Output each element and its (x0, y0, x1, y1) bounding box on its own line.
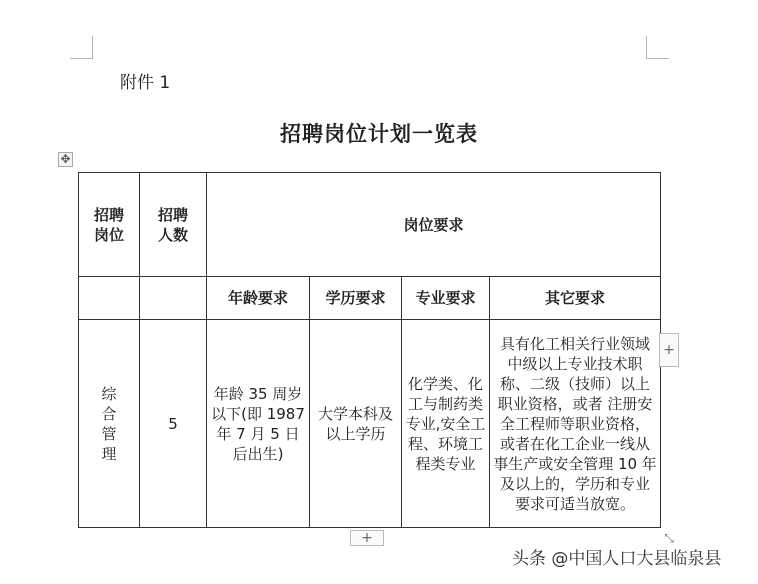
recruitment-table (78, 172, 661, 528)
watermark: 头条 @中国人口大县临泉县 (512, 549, 722, 569)
header-count-line: 人数 (157, 225, 188, 244)
subheader-other: 其它要求 (490, 277, 661, 320)
empty-cell (79, 277, 140, 320)
header-position (79, 173, 140, 277)
page-title: 招聘岗位计划一览表 (280, 121, 478, 146)
cell-count: 5 (140, 320, 207, 528)
subheader-age: 年龄要求 (207, 277, 310, 320)
add-column-button[interactable]: + (659, 333, 679, 367)
subheader-education: 学历要求 (310, 277, 402, 320)
header-requirements: 岗位要求 (207, 173, 661, 277)
table-header-row (79, 173, 661, 277)
move-arrows-icon[interactable]: ✥ (58, 152, 73, 167)
cell-position (79, 320, 140, 528)
position-char: 管 (101, 424, 117, 443)
position-char: 理 (101, 444, 117, 463)
position-char: 综 (101, 384, 117, 403)
add-row-button[interactable]: + (350, 530, 384, 546)
subheader-major: 专业要求 (402, 277, 490, 320)
cell-other: 具有化工相关行业领域中级以上专业技术职称、二级（技师）以上职业资格，或者 注册安全工程师等职业资格，或者在化工企业一线从事生产或安全管理 10 年及以上的，学历和专业要求可适当放宽。 (490, 320, 661, 528)
header-position-line: 岗位 (93, 225, 124, 244)
header-count (140, 173, 207, 277)
page-corner-mark-top-left (70, 36, 93, 59)
cell-major: 化学类、化工与制药类专业,安全工程、环境工程类专业 (402, 320, 490, 528)
empty-cell (140, 277, 207, 320)
cell-education: 大学本科及以上学历 (310, 320, 402, 528)
table-subheader-row (79, 277, 661, 320)
cell-age: 年龄 35 周岁以下(即 1987 年 7 月 5 日后出生) (207, 320, 310, 528)
attachment-label: 附件 1 (120, 73, 171, 93)
table-row (79, 320, 661, 528)
position-char: 合 (101, 404, 117, 423)
resize-diagonal-icon[interactable]: ⤡ (664, 531, 674, 545)
page-corner-mark-top-right (646, 36, 669, 59)
header-position-line: 招聘 (93, 205, 124, 224)
header-count-line: 招聘 (157, 205, 188, 224)
